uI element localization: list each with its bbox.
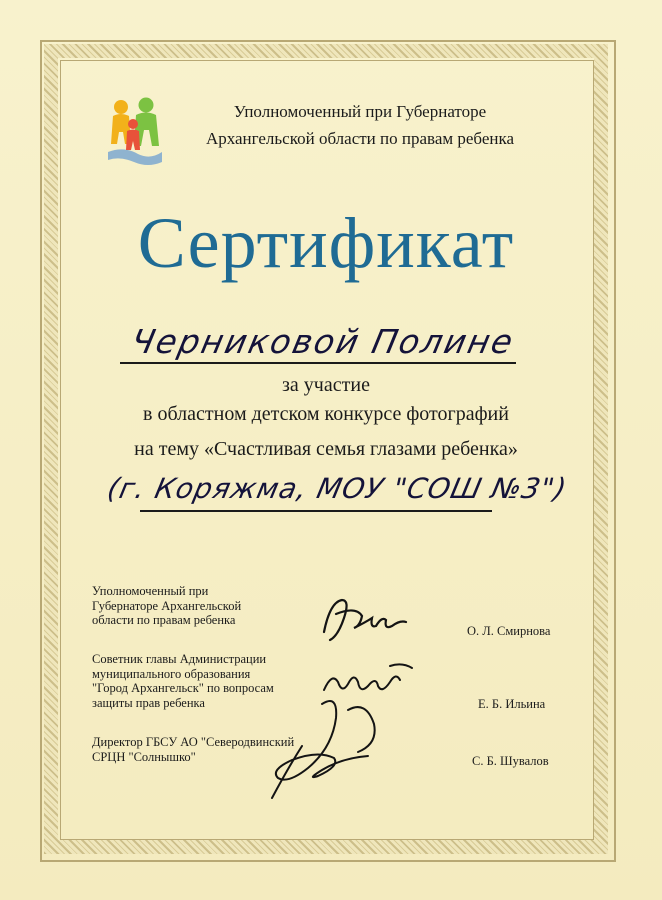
signature-1-image bbox=[316, 592, 416, 648]
recipient-name: Черниковой Полине bbox=[127, 322, 519, 361]
signatory-1-title-line: Губернаторе Архангельской bbox=[92, 598, 242, 613]
recipient-underline bbox=[120, 362, 516, 364]
issuer-line-1: Уполномоченный при Губернаторе bbox=[233, 102, 487, 121]
signatory-3-title-line: Директор ГБСУ АО "Северодвинский bbox=[92, 735, 295, 749]
signatory-2-title bbox=[92, 652, 274, 710]
signatory-2-title-line: Советник главы Администрации bbox=[92, 652, 267, 666]
signatory-1-title bbox=[92, 584, 241, 628]
signatory-1-title-line: Уполномоченный при bbox=[92, 584, 209, 598]
certificate-title: Сертификат bbox=[137, 203, 515, 283]
signature-3-image bbox=[248, 688, 398, 818]
signatory-1-title-line: области по правам ребенка bbox=[92, 613, 236, 627]
signatory-2-title-line: муниципального образования bbox=[92, 666, 251, 681]
award-line-2: в областном детском конкурсе фотографий bbox=[143, 403, 509, 425]
award-line-3: на тему «Счастливая семья глазами ребенка» bbox=[134, 438, 518, 460]
participant-location: (г. Коряжма, МОУ "СОШ №3") bbox=[104, 472, 571, 505]
signatory-1-name: О. Л. Смирнова bbox=[467, 624, 551, 638]
issuer-line-2: Архангельской области по правам ребенка bbox=[205, 129, 515, 148]
signatory-2-name: Е. Б. Ильина bbox=[478, 697, 546, 711]
signatory-3-title-line: СРЦН "Солнышко" bbox=[92, 749, 196, 764]
signatory-2-title-line: защиты прав ребенка bbox=[92, 695, 205, 710]
family-hands-logo-icon bbox=[104, 96, 166, 166]
signatory-2-title-line: "Город Архангельск" по вопросам bbox=[92, 681, 274, 695]
location-underline bbox=[140, 510, 492, 512]
signatory-3-name: С. Б. Шувалов bbox=[472, 754, 549, 768]
award-line-1: за участие bbox=[282, 374, 370, 396]
issuer-block bbox=[170, 98, 550, 152]
